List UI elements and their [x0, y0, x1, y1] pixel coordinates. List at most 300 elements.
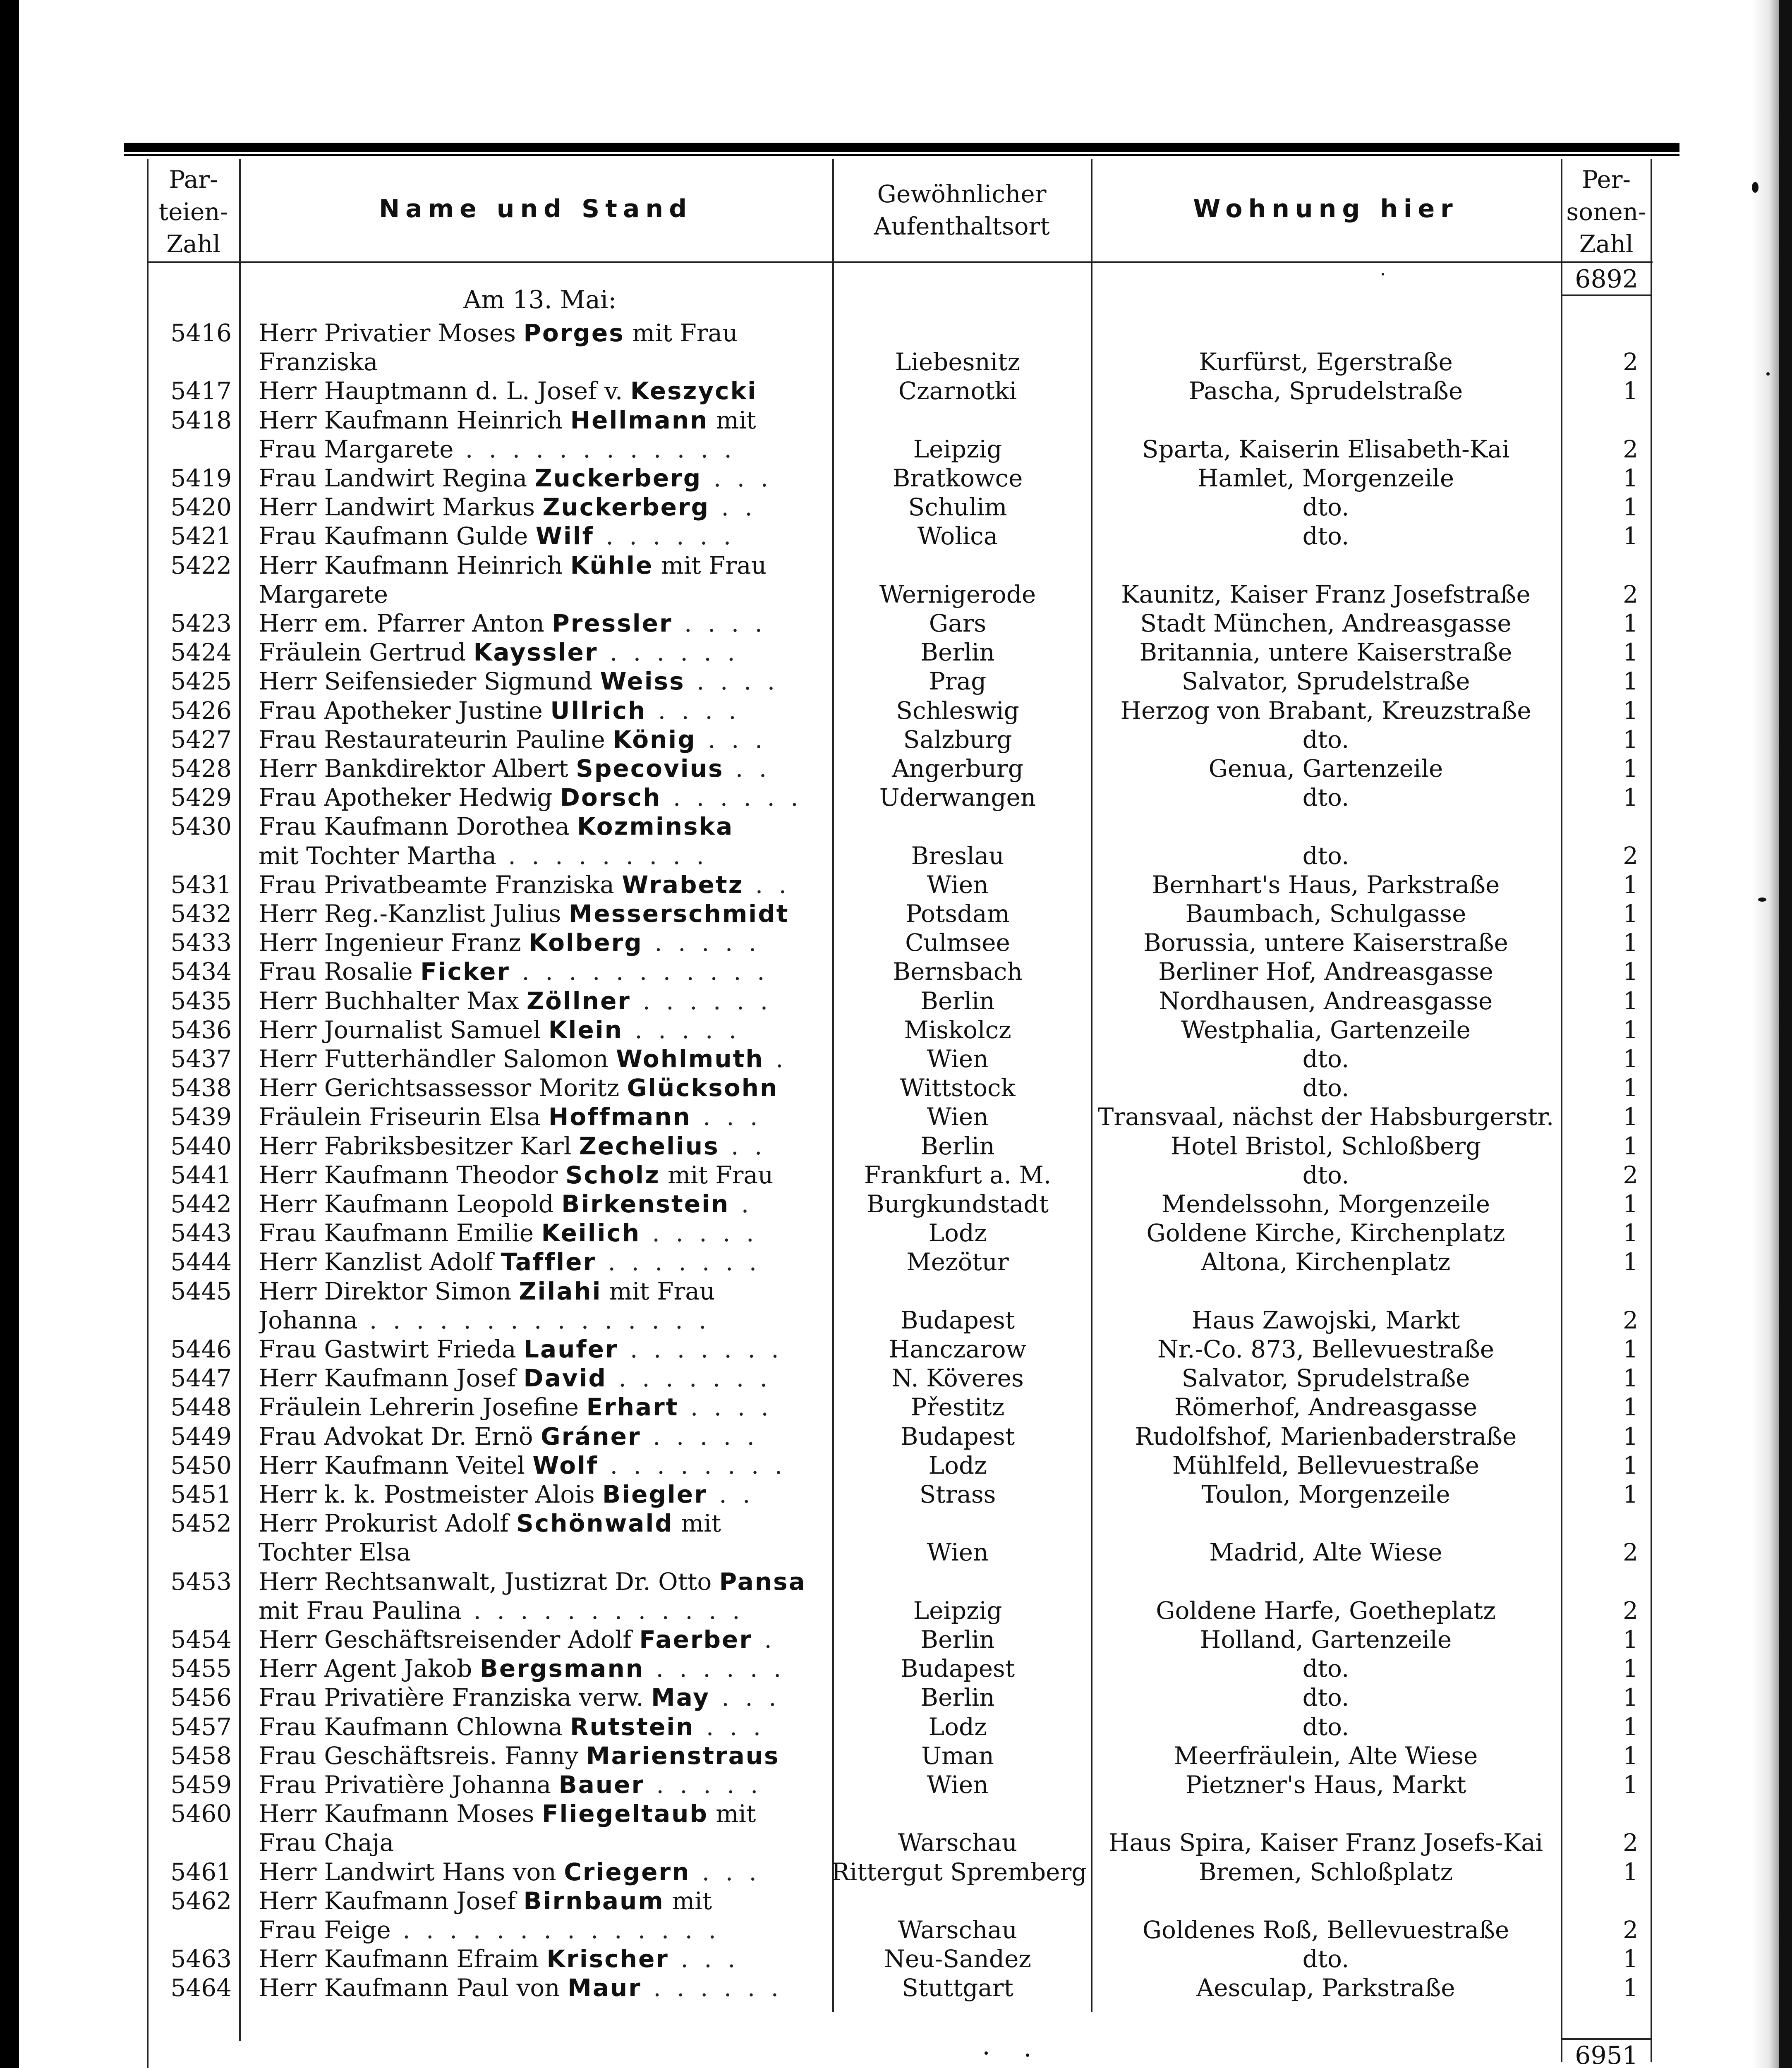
name-text: Herr Kanzlist Adolf	[259, 1248, 501, 1276]
party-number: 5417	[170, 377, 232, 405]
name-and-status	[259, 957, 817, 986]
name-text: Frau Kaufmann Gulde	[259, 522, 536, 551]
surname: Keilich	[541, 1219, 641, 1247]
header-text: Aufenthaltsort	[874, 212, 1050, 240]
lodging-here: Pascha, Sprudelstraße	[1188, 377, 1463, 405]
name-text: Frau Privatière Johanna	[259, 1771, 559, 1799]
lodging-here: Borussia, untere Kaiserstraße	[1143, 929, 1508, 957]
scan-speck	[1766, 372, 1770, 376]
person-count: 1	[1623, 667, 1638, 696]
party-number: 5452	[170, 1509, 232, 1538]
usual-residence: Burgkundstadt	[867, 1190, 1049, 1218]
name-text: Herr Reg.-Kanzlist Julius	[259, 900, 569, 928]
table-row	[0, 1277, 1792, 1306]
name-text: mit	[664, 1886, 712, 1915]
usual-residence: Bernsbach	[893, 957, 1023, 986]
table-row	[0, 812, 1792, 841]
leader-dots: . . . . . .	[661, 783, 803, 812]
table-row	[0, 1712, 1792, 1741]
name-and-status	[259, 1335, 817, 1364]
party-number: 5440	[170, 1132, 232, 1160]
name-and-status	[259, 609, 817, 638]
usual-residence: Lodz	[928, 1451, 987, 1479]
name-text: Frau Margarete	[259, 435, 454, 463]
leader-dots: . . .	[709, 1683, 781, 1712]
usual-residence: Lodz	[928, 1219, 987, 1247]
leader-dots: . .	[743, 870, 791, 899]
usual-residence: Culmsee	[905, 929, 1010, 957]
name-and-status	[259, 1015, 817, 1044]
name-text: Herr Buchhalter Max	[259, 986, 527, 1015]
person-count: 1	[1623, 638, 1638, 667]
party-number: 5455	[170, 1654, 232, 1683]
header-text: Per-	[1581, 165, 1631, 194]
name-and-status	[259, 899, 817, 928]
person-count: 1	[1623, 1074, 1638, 1102]
table-row	[0, 406, 1792, 435]
table-row	[0, 1247, 1792, 1276]
lodging-here: Kaunitz, Kaiser Franz Josefstraße	[1121, 580, 1531, 608]
party-number: 5419	[170, 464, 232, 492]
lodging-here: Stadt München, Andreasgasse	[1140, 609, 1512, 637]
leader-dots: . . . . .	[641, 1422, 759, 1450]
name-and-status	[259, 1886, 817, 1915]
person-count: 2	[1623, 348, 1638, 376]
name-and-status	[259, 1799, 817, 1828]
name-and-status	[259, 1683, 817, 1712]
table-row	[0, 1538, 1792, 1567]
carry-out-total: 6951	[1575, 2041, 1638, 2068]
name-and-status	[259, 1567, 817, 1596]
lodging-here: Haus Zawojski, Markt	[1191, 1306, 1460, 1334]
person-count: 1	[1623, 957, 1638, 986]
name-and-status	[259, 551, 817, 580]
person-count: 1	[1623, 754, 1638, 783]
name-and-status	[259, 696, 817, 725]
leader-dots: . .	[707, 1480, 755, 1508]
lodging-here: dto.	[1302, 1161, 1349, 1189]
name-text: Herr Prokurist Adolf	[259, 1509, 517, 1538]
table-row	[0, 493, 1792, 522]
person-count: 1	[1623, 725, 1638, 754]
table-row	[0, 1886, 1792, 1915]
person-count: 1	[1623, 1364, 1638, 1393]
usual-residence: Lodz	[928, 1712, 987, 1741]
name-and-status	[259, 1596, 817, 1625]
person-count: 1	[1623, 1974, 1638, 2002]
party-number: 5439	[170, 1103, 232, 1131]
name-text: Frau Privatbeamte Franziska	[259, 870, 622, 899]
leader-dots: . . . . . . . . . . . .	[462, 1596, 744, 1625]
leader-dots: . . . . .	[640, 1219, 758, 1247]
surname: Dorsch	[560, 783, 661, 812]
party-number: 5459	[170, 1771, 232, 1799]
surname: Birnbaum	[523, 1886, 664, 1915]
name-text: Johanna	[259, 1306, 358, 1334]
party-number: 5418	[170, 406, 232, 434]
party-number: 5428	[170, 754, 232, 783]
lodging-here: dto.	[1302, 522, 1349, 551]
usual-residence: Neu-Sandez	[884, 1945, 1031, 1973]
usual-residence: Gars	[929, 609, 987, 637]
usual-residence: Breslau	[911, 841, 1004, 870]
surname: Scholz	[565, 1161, 660, 1189]
name-and-status	[259, 783, 817, 812]
header-personen-zahl	[1563, 163, 1650, 260]
name-and-status	[259, 1306, 817, 1335]
table-row	[0, 609, 1792, 638]
top-rule-thick	[124, 143, 1679, 152]
name-text: Margarete	[259, 580, 388, 608]
party-number: 5449	[170, 1422, 232, 1450]
surname: May	[651, 1683, 710, 1712]
surname: Krischer	[546, 1945, 669, 1973]
scan-speck	[1752, 182, 1758, 193]
table-row	[0, 1625, 1792, 1654]
name-and-status	[259, 812, 817, 841]
person-count: 1	[1623, 1422, 1638, 1450]
name-text: Herr Privatier Moses	[259, 319, 524, 347]
carry-in-total: 6892	[1575, 265, 1638, 294]
table-row	[0, 1973, 1792, 2002]
party-number: 5438	[170, 1074, 232, 1102]
person-count: 1	[1623, 1625, 1638, 1654]
leader-dots: . . . . . .	[598, 638, 739, 667]
table-row	[0, 464, 1792, 493]
name-and-status	[259, 318, 817, 347]
date-heading: Am 13. Mai:	[463, 285, 617, 314]
usual-residence: Mezötur	[906, 1248, 1009, 1276]
table-row	[0, 957, 1792, 986]
table-row	[0, 870, 1792, 899]
name-and-status	[259, 406, 817, 435]
name-text: Frau Kaufmann Dorothea	[259, 812, 577, 841]
name-and-status	[259, 1364, 817, 1393]
top-rule-thin	[124, 154, 1679, 156]
name-text: Frau Apotheker Hedwig	[259, 783, 560, 812]
name-text: Frau Feige	[259, 1916, 391, 1944]
usual-residence: Wien	[927, 1045, 989, 1073]
lodging-here: Römerhof, Andreasgasse	[1174, 1393, 1478, 1422]
lodging-here: Goldene Kirche, Kirchenplatz	[1146, 1219, 1505, 1247]
name-text: Frau Kaufmann Chlowna	[259, 1712, 570, 1741]
carry-out-overline	[1561, 2038, 1652, 2040]
surname: Kühle	[570, 551, 654, 579]
table-row	[0, 1683, 1792, 1712]
name-and-status	[259, 1422, 817, 1451]
leader-dots: . . . . . .	[644, 1654, 786, 1683]
lodging-here: Britannia, untere Kaiserstraße	[1139, 638, 1512, 667]
surname: Rutstein	[570, 1712, 695, 1741]
table-row	[0, 376, 1792, 405]
person-count: 1	[1623, 609, 1638, 637]
surname: Ficker	[420, 957, 510, 986]
name-text: mit Frau	[653, 551, 767, 579]
table-row	[0, 986, 1792, 1015]
name-text: Frau Chaja	[259, 1829, 394, 1857]
leader-dots: . . .	[694, 1712, 765, 1741]
name-and-status	[259, 1393, 817, 1422]
header-text: Zahl	[166, 230, 220, 258]
usual-residence: Salzburg	[903, 725, 1012, 754]
leader-dots: . . . . . .	[641, 1974, 783, 2002]
surname: Glücksohn	[627, 1074, 779, 1102]
name-text: Herr k. k. Postmeister Alois	[259, 1480, 603, 1508]
name-and-status	[259, 1044, 817, 1073]
leader-dots: .	[729, 1190, 753, 1218]
surname: Specovius	[576, 754, 724, 783]
person-count: 1	[1623, 900, 1638, 928]
name-and-status	[259, 1451, 817, 1480]
party-number: 5461	[170, 1857, 232, 1886]
usual-residence: Warschau	[898, 1829, 1018, 1857]
lodging-here: Genua, Gartenzeile	[1208, 754, 1443, 783]
name-text: Herr Kaufmann Veitel	[259, 1451, 533, 1479]
lodging-here: Goldene Harfe, Goetheplatz	[1156, 1596, 1496, 1625]
usual-residence: Hanczarow	[889, 1335, 1027, 1363]
table-row	[0, 1770, 1792, 1799]
name-text: Fräulein Friseurin Elsa	[259, 1103, 549, 1131]
party-number: 5444	[170, 1248, 232, 1276]
name-text: Herr Futterhändler Salomon	[259, 1045, 616, 1073]
name-and-status	[259, 1857, 817, 1886]
usual-residence: Czarnotki	[898, 377, 1017, 405]
party-number: 5454	[170, 1625, 232, 1654]
name-text: Herr Kaufmann Heinrich	[259, 551, 570, 579]
usual-residence: Wien	[927, 1771, 989, 1799]
usual-residence: Wien	[927, 1103, 989, 1131]
name-and-status	[259, 493, 817, 522]
lodging-here: dto.	[1302, 1045, 1349, 1073]
lodging-here: Hotel Bristol, Schloßberg	[1170, 1132, 1481, 1160]
person-count: 1	[1623, 1248, 1638, 1276]
name-text: Herr em. Pfarrer Anton	[259, 609, 552, 637]
person-count: 2	[1623, 1596, 1638, 1625]
surname: Zilahi	[519, 1277, 602, 1305]
party-number: 5462	[170, 1886, 232, 1915]
table-row	[0, 1828, 1792, 1857]
leader-dots: . . . . . .	[594, 522, 735, 551]
leader-dots: . . . . . . . .	[598, 1451, 787, 1479]
lodging-here: Rudolfshof, Marienbaderstraße	[1135, 1422, 1517, 1450]
name-text: Herr Rechtsanwalt, Justizrat Dr. Otto	[259, 1567, 719, 1596]
name-and-status	[259, 1218, 817, 1247]
name-and-status	[259, 1712, 817, 1741]
party-number: 5430	[170, 812, 232, 841]
surname: Ullrich	[550, 696, 647, 725]
party-number: 5446	[170, 1335, 232, 1363]
name-and-status	[259, 870, 817, 899]
leader-dots: . . . . . . . . . . .	[510, 957, 769, 986]
name-text: mit	[708, 406, 756, 434]
surname: Pressler	[552, 609, 673, 637]
person-count: 1	[1623, 929, 1638, 957]
header-text: Par-	[169, 165, 218, 194]
surname: Zechelius	[579, 1132, 719, 1160]
person-count: 2	[1623, 1306, 1638, 1334]
party-number: 5433	[170, 929, 232, 957]
leader-dots: . . . .	[646, 696, 740, 725]
name-and-status	[259, 1828, 817, 1857]
lodging-here: Salvator, Sprudelstraße	[1181, 1364, 1470, 1393]
lodging-here: Baumbach, Schulgasse	[1185, 900, 1466, 928]
name-and-status	[259, 841, 817, 870]
name-text: Herr Hauptmann d. L. Josef v.	[259, 377, 630, 405]
name-text: Frau Rosalie	[259, 957, 421, 986]
scan-speck	[1026, 2054, 1029, 2057]
name-text: Herr Direktor Simon	[259, 1277, 519, 1305]
table-row	[0, 754, 1792, 783]
header-divider	[147, 261, 1653, 263]
table-row	[0, 899, 1792, 928]
leader-dots: . . . . . . . . . . . .	[453, 435, 736, 463]
party-number: 5435	[170, 986, 232, 1015]
name-text: Frau Landwirt Regina	[259, 464, 535, 492]
leader-dots: . . . . . . . . . . . . . . .	[357, 1306, 711, 1334]
name-and-status	[259, 667, 817, 696]
lodging-here: Transvaal, nächst der Habsburgerstr.	[1097, 1103, 1554, 1131]
table-row	[0, 435, 1792, 464]
leader-dots: . . . . .	[644, 1771, 762, 1799]
name-text: Herr Kaufmann Josef	[259, 1886, 524, 1915]
table-row	[0, 1944, 1792, 1973]
surname: Taffler	[501, 1248, 597, 1276]
lodging-here: Mendelssohn, Morgenzeile	[1161, 1190, 1490, 1218]
name-and-status	[259, 1654, 817, 1683]
leader-dots: . . . . . .	[630, 986, 772, 1015]
usual-residence: Rittergut Spremberg	[831, 1857, 1087, 1886]
table-row	[0, 783, 1792, 812]
usual-residence: Berlin	[920, 638, 995, 667]
table-row	[0, 638, 1792, 667]
table-row	[0, 928, 1792, 957]
name-text: Herr Gerichtsassessor Moritz	[259, 1074, 627, 1102]
table-row	[0, 1132, 1792, 1161]
table-row	[0, 696, 1792, 725]
name-text: Herr Kaufmann Heinrich	[259, 406, 570, 434]
table-row	[0, 667, 1792, 696]
name-text: Herr Bankdirektor Albert	[259, 754, 576, 783]
person-count: 1	[1623, 1480, 1638, 1508]
lodging-here: dto.	[1302, 1683, 1349, 1712]
surname: Hoffmann	[548, 1103, 691, 1131]
surname: Birkenstein	[561, 1190, 730, 1218]
party-number: 5451	[170, 1480, 232, 1508]
name-text: Herr Landwirt Markus	[259, 493, 543, 522]
usual-residence: Strass	[919, 1480, 996, 1508]
lodging-here: Sparta, Kaiserin Elisabeth-Kai	[1142, 435, 1510, 463]
surname: Wohlmuth	[616, 1045, 764, 1073]
person-count: 1	[1623, 1103, 1638, 1131]
name-text: Herr Fabriksbesitzer Karl	[259, 1132, 579, 1160]
usual-residence: Bratkowce	[892, 464, 1023, 492]
lodging-here: dto.	[1302, 1074, 1349, 1102]
name-text: mit Frau	[601, 1277, 715, 1305]
table-row	[0, 1567, 1792, 1596]
table-row	[0, 1480, 1792, 1509]
name-text: Tochter Elsa	[259, 1538, 411, 1567]
party-number: 5460	[170, 1800, 232, 1828]
usual-residence: Stuttgart	[902, 1974, 1013, 2002]
name-and-status	[259, 638, 817, 667]
table-row	[0, 1335, 1792, 1364]
surname: König	[613, 725, 696, 754]
person-count: 1	[1623, 1219, 1638, 1247]
usual-residence: Budapest	[900, 1422, 1015, 1450]
table-row	[0, 1073, 1792, 1102]
lodging-here: Aesculap, Parkstraße	[1196, 1974, 1455, 2002]
party-number: 5456	[170, 1683, 232, 1712]
header-name-und-stand: Name und Stand	[379, 194, 693, 223]
name-text: Fräulein Gertrud	[259, 638, 474, 667]
table-row	[0, 1015, 1792, 1044]
leader-dots: . . .	[691, 1103, 762, 1131]
name-and-status	[259, 580, 817, 609]
surname: Zuckerberg	[542, 493, 710, 522]
person-count: 1	[1623, 1683, 1638, 1712]
table-row	[0, 1596, 1792, 1625]
name-and-status	[259, 522, 817, 551]
name-text: mit	[708, 1800, 756, 1828]
party-number: 5436	[170, 1015, 232, 1044]
name-text: Frau Apotheker Justine	[259, 696, 551, 725]
party-number: 5448	[170, 1393, 232, 1422]
name-text: mit Frau	[624, 319, 738, 347]
usual-residence: Wolica	[917, 522, 998, 551]
party-number: 5422	[170, 551, 232, 579]
party-number: 5463	[170, 1945, 232, 1973]
name-text: Herr Landwirt Hans von	[259, 1857, 564, 1886]
surname: Gráner	[541, 1422, 641, 1450]
leader-dots: . . .	[690, 1857, 761, 1886]
party-number: 5457	[170, 1712, 232, 1741]
name-text: Frau Restaurateurin Pauline	[259, 725, 613, 754]
leader-dots: . . .	[668, 1945, 740, 1973]
table-row	[0, 1306, 1792, 1335]
name-text: Herr Agent Jakob	[259, 1654, 480, 1683]
lodging-here: Holland, Gartenzeile	[1200, 1625, 1452, 1654]
party-number: 5429	[170, 783, 232, 812]
lodging-here: Nordhausen, Andreasgasse	[1159, 986, 1493, 1015]
party-number: 5442	[170, 1190, 232, 1218]
name-and-status	[259, 464, 817, 493]
leader-dots: . . . . .	[642, 929, 761, 957]
table-row	[0, 1161, 1792, 1190]
lodging-here: dto.	[1302, 1712, 1349, 1741]
leader-dots: . . . . . . .	[606, 1364, 772, 1393]
name-and-status	[259, 1538, 817, 1567]
header-text: sonen-	[1566, 198, 1646, 226]
person-count: 1	[1623, 1741, 1638, 1770]
surname: Fliegeltaub	[541, 1800, 708, 1828]
lodging-here: Pietzner's Haus, Markt	[1185, 1771, 1466, 1799]
surname: Wolf	[532, 1451, 599, 1479]
surname: Wilf	[535, 522, 594, 551]
name-and-status	[259, 986, 817, 1015]
person-count: 2	[1623, 1538, 1638, 1567]
table-row	[0, 725, 1792, 754]
name-and-status	[259, 1247, 817, 1276]
usual-residence: Budapest	[900, 1306, 1015, 1334]
usual-residence: Liebesnitz	[895, 348, 1021, 376]
person-count: 2	[1623, 1161, 1638, 1189]
lodging-here: Bremen, Schloßplatz	[1198, 1857, 1453, 1886]
usual-residence: Berlin	[920, 1683, 995, 1712]
lodging-here: dto.	[1302, 783, 1349, 812]
person-count: 1	[1623, 696, 1638, 725]
table-row	[0, 522, 1792, 551]
usual-residence: Leipzig	[913, 435, 1002, 463]
